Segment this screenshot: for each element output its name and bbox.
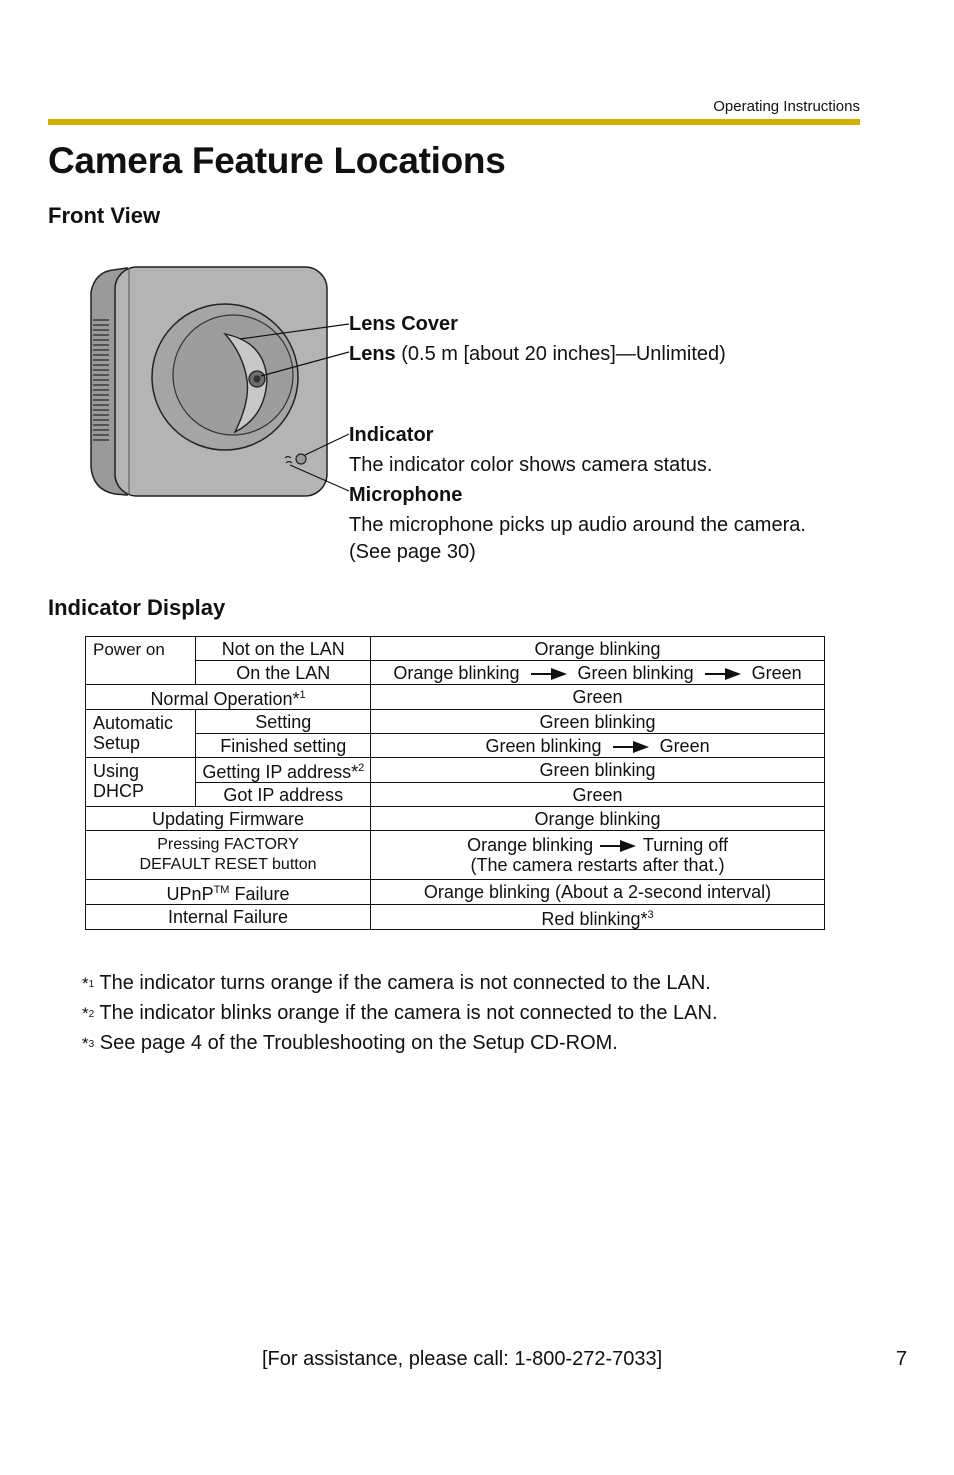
footnote-1: *1 The indicator turns orange if the camera is not connected to the LAN. [82,972,711,994]
footnote-2: *2 The indicator blinks orange if the camera is not connected to the LAN. [82,1002,718,1024]
table-row [86,758,825,783]
page-number: 7 [896,1348,908,1370]
got-ip-cell: Got IP address [196,783,371,807]
upnp-failure-cell: UPnP™ Failure [86,880,371,905]
table-row [86,880,825,905]
normal-operation-cell: Normal Operation*$^1$ [86,685,371,710]
front-view-heading: Front View [48,203,161,228]
microphone-see-page: (See page 30) [349,541,476,563]
table-row [86,831,825,880]
indicator-desc: The indicator color shows camera status. [349,454,713,476]
table-row [86,685,825,710]
microphone-desc: The microphone picks up audio around the camera. [349,514,806,536]
setting-cell: Setting [196,710,371,734]
arrow-right-icon [705,667,741,681]
upnp-failure-status: Orange blinking (About a 2-second interval) [371,880,825,905]
arrow-right-icon [613,740,649,754]
indicator-table [85,636,825,930]
internal-failure-cell: Internal Failure [86,905,371,930]
on-lan-cell: On the LAN [196,661,371,685]
table-row [86,783,825,807]
header-doc-label: Operating Instructions [713,98,860,115]
not-on-lan-status: Orange blinking [371,637,825,661]
factory-reset-status: Orange blinking Turning off (The camera restarts after that.) [371,831,825,880]
factory-reset-cell: Pressing FACTORY DEFAULT RESET button [86,831,371,880]
using-dhcp-cell: Using DHCP [86,758,196,807]
indicator-label: Indicator [349,424,434,446]
microphone-label: Microphone [349,484,463,506]
updating-firmware-status: Orange blinking [371,807,825,831]
power-on-cell: Power on [86,637,196,685]
page-title: Camera Feature Locations [48,140,506,181]
not-on-lan-cell: Not on the LAN [196,637,371,661]
table-row [86,661,825,685]
table-row [86,637,825,661]
finished-setting-cell: Finished setting [196,734,371,758]
camera-illustration [85,262,355,502]
automatic-setup-cell: Automatic Setup [86,710,196,758]
footer-assistance: [For assistance, please call: 1-800-272-7033] [262,1348,663,1370]
lens-cover-label: Lens Cover [349,313,458,335]
updating-firmware-cell: Updating Firmware [86,807,371,831]
setting-status: Green blinking [371,710,825,734]
got-ip-status: Green [371,783,825,807]
finished-setting-status: Green blinking Green [371,734,825,758]
internal-failure-status: Red blinking*$^3$ [371,905,825,930]
table-row [86,905,825,930]
lens-label: Lens (0.5 m [about 20 inches]—Unlimited) [349,343,726,365]
arrow-right-icon [531,667,567,681]
getting-ip-status: Green blinking [371,758,825,783]
normal-status: Green [371,685,825,710]
getting-ip-cell: Getting IP address*$^2$ [196,758,371,783]
table-row [86,807,825,831]
header-rule [48,119,860,125]
indicator-display-heading: Indicator Display [48,595,226,620]
arrow-right-icon [600,839,636,853]
table-row [86,734,825,758]
table-row [86,710,825,734]
on-lan-status: Orange blinking Green blinking Green [371,661,825,685]
footnote-3: *3 See page 4 of the Troubleshooting on the Setup CD-ROM. [82,1032,618,1054]
